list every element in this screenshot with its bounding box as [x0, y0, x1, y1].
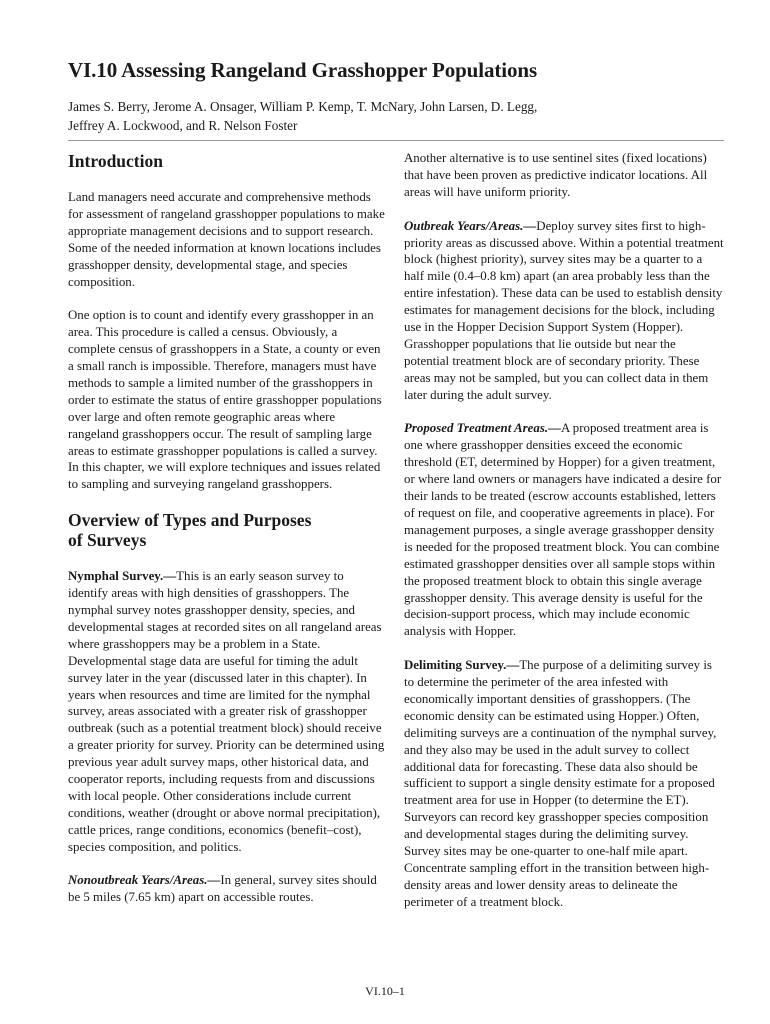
overview-heading [68, 510, 386, 550]
delimiting-survey-runin: Delimiting Survey.— [404, 658, 520, 673]
page-title: VI.10 Assessing Rangeland Grasshopper Populations [68, 58, 538, 82]
authors-line-2: Jeffrey A. Lockwood, and R. Nelson Foster [68, 118, 298, 133]
intro-paragraph-1: Land managers need accurate and comprehensive methods for assessment of rangeland grasshopper populations to make appropriate management decisions and to support research. Some of the needed information at known locations includes grasshopper density, developmental stage, and species composition. [68, 190, 385, 289]
nymphal-survey-text: This is an early season survey to identify areas with high densities of grasshoppers. The nymphal survey notes grasshopper density, species, and developmental stages at recorded sites on all rangeland areas where grasshoppers may be a problem in a State. Developmental stage data are useful for timing the adult survey later in the year (discussed later in this chapter). In years when resources and time are limited for the nymphal survey, areas associated with a greater risk of grasshopper outbreak (such as a potential treatment block) should receive a greater priority for survey. Priority can be determined using previous year adult survey maps, other historical data, and cooperator reports, including requests from and discussions with local people. Other considerations include current conditions, weather (drought or above normal precipitation), cattle prices, range conditions, economics (benefit–cost), species composition, and politics. [68, 569, 385, 854]
proposed-treatment-runin: Proposed Treatment Areas.— [404, 421, 561, 436]
proposed-treatment-text: A proposed treatment area is one where grasshopper densities exceed the economic threshold (ET, determined by Hopper) for a given treatment, or where land owners or managers have indicated a desire for their lands to be treated (escrow accounts established, letters of request on file, and cooperative agreements in place). For management purposes, a single average grasshopper density is needed for the proposed treatment block. You can combine estimated grasshopper densities over all sample stops within the proposed treatment block to obtain this single average grasshopper density. This average density is useful for the decision-support process, which may include economic analysis with Hopper. [404, 421, 722, 639]
nonoutbreak-runin: Nonoutbreak Years/Areas.— [68, 873, 221, 888]
author-list [68, 97, 718, 135]
overview-heading-line-1: Overview of Types and Purposes [68, 510, 312, 531]
title-divider [68, 140, 724, 141]
right-column [404, 150, 724, 928]
nymphal-survey-runin: Nymphal Survey.— [68, 569, 177, 584]
intro-paragraph-2: One option is to count and identify every grasshopper in an area. This procedure is called a census. Obviously, a complete census of grasshoppers in a State, a county or even a small ranch is impossible. Therefore, managers must have methods to sample a limited number of the grasshoppers in order to estimate the status of entire grasshopper populations over large and often remote geographic areas where rangeland grasshoppers occur. The result of sampling large areas to estimate grasshopper populations is called a survey. In this chapter, we will explore techniques and issues related to sampling and surveying rangeland grasshoppers. [68, 308, 382, 492]
nonoutbreak-paragraph [68, 872, 386, 906]
nymphal-survey-paragraph [68, 568, 386, 855]
proposed-treatment-paragraph [404, 420, 724, 640]
outbreak-runin: Outbreak Years/Areas.— [404, 218, 537, 233]
outbreak-paragraph [404, 218, 724, 404]
nonoutbreak-text: In general, survey sites should be 5 miles (7.65 km) apart on accessible routes. [68, 873, 377, 905]
left-column [68, 150, 386, 923]
delimiting-survey-paragraph [404, 657, 724, 911]
introduction-heading: Introduction [68, 151, 163, 171]
sentinel-sites-paragraph: Another alternative is to use sentinel sites (fixed locations) that have been proven as predictive indicator locations. All areas will have uniform priority. [404, 151, 708, 199]
outbreak-text: Deploy survey sites first to high-priority areas as discussed above. Within a potential treatment block (highest priority), survey sites may be a quarter to a half mile (0.4–0.8 km) apart (an area probably less than the entire infestation). These data can be used to establish density estimates for management decisions for the block, including use in the Hopper Decision Support System (Hopper). Grasshopper populations that lie outside but near the potential treatment block are of secondary priority. These areas may not be sampled, but you can collect data in them later during the adult survey. [404, 218, 724, 402]
delimiting-survey-text: The purpose of a delimiting survey is to determine the perimeter of the area infested with economically important densities of grasshoppers. (The economic density can be estimated using Hopper.) Often, delimiting surveys are a continuation of the nymphal survey, and they also may be used in the adult survey to collect additional data for forecasting. These data also should be sufficient to support a single density estimate for a proposed treatment area for use in Hopper (to determine the ET). Surveyors can record key grasshopper species composition and developmental stages during the delimiting survey. Survey sites may be one-quarter to one-half mile apart. Concentrate sampling effort in the transition between high-density areas and lower density areas to delineate the perimeter of a treatment block. [404, 658, 717, 909]
page-number: VI.10–1 [365, 984, 405, 998]
overview-heading-line-2: of Surveys [68, 530, 147, 551]
authors-line-1: James S. Berry, Jerome A. Onsager, William P. Kemp, T. McNary, John Larsen, D. Legg, [68, 99, 538, 114]
